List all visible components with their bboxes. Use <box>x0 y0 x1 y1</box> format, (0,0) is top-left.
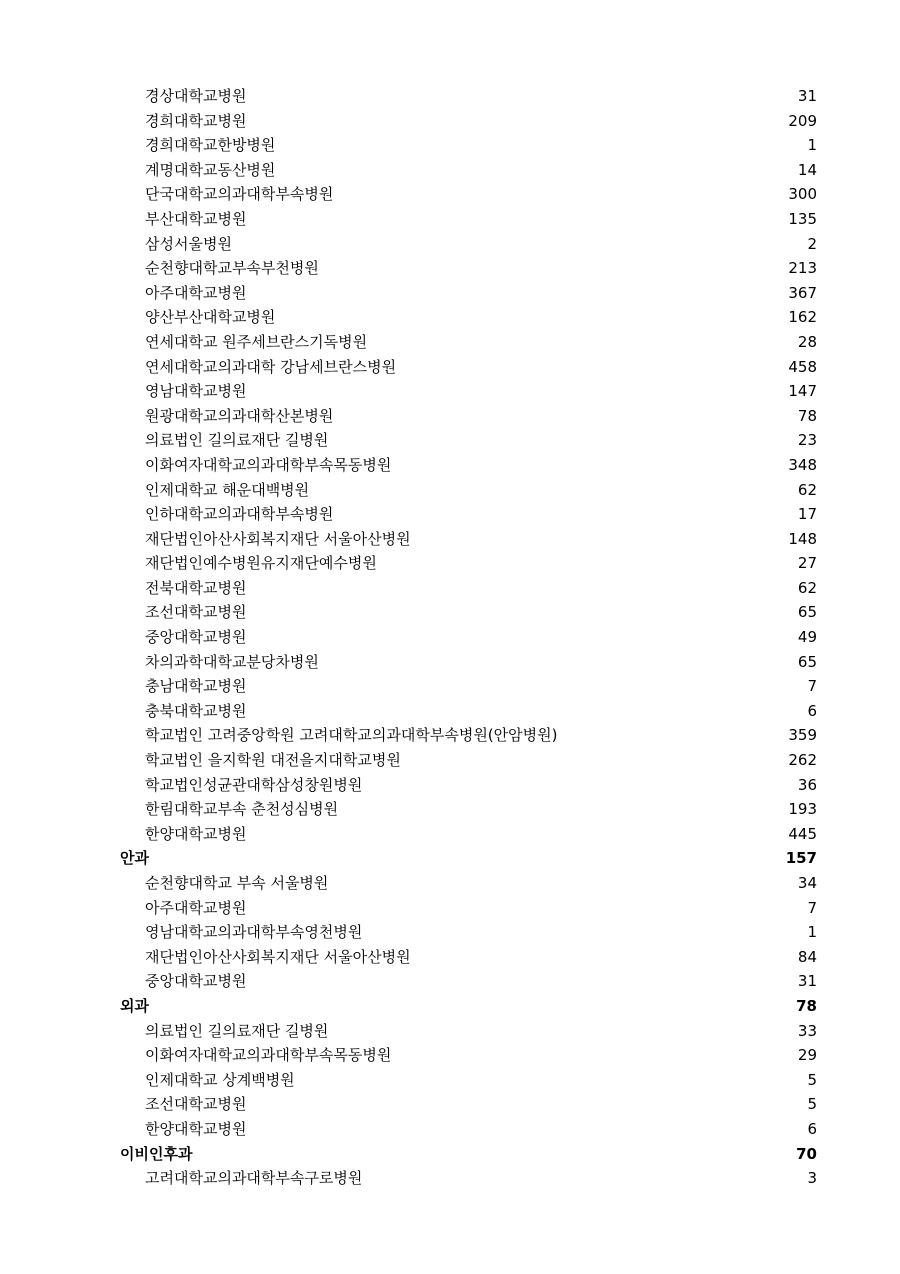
hospital-row <box>120 1092 817 1117</box>
hospital-count: 262 <box>788 751 817 770</box>
department-total: 70 <box>796 1144 817 1163</box>
hospital-name: 부산대학교병원 <box>145 209 247 228</box>
hospital-row <box>120 232 817 257</box>
hospital-count: 23 <box>797 431 817 450</box>
hospital-count: 7 <box>807 898 817 917</box>
hospital-count: 5 <box>807 1070 817 1089</box>
hospital-count: 31 <box>797 87 817 105</box>
hospital-name: 한양대학교병원 <box>145 824 247 843</box>
hospital-name: 한림대학교부속 춘천성심병원 <box>145 800 339 819</box>
hospital-row <box>120 748 817 773</box>
hospital-count: 209 <box>788 111 817 130</box>
hospital-count: 33 <box>797 1021 817 1040</box>
hospital-name: 단국대학교의과대학부속병원 <box>145 185 334 204</box>
hospital-count: 300 <box>788 185 817 204</box>
hospital-row <box>120 797 817 822</box>
hospital-name: 인제대학교 해운대백병원 <box>145 480 310 499</box>
hospital-count: 62 <box>797 480 817 499</box>
hospital-count: 28 <box>797 332 817 351</box>
hospital-row <box>120 871 817 896</box>
department-total: 78 <box>796 996 817 1015</box>
hospital-row <box>120 822 817 847</box>
hospital-row <box>120 674 817 699</box>
hospital-count: 162 <box>788 308 817 327</box>
hospital-name: 인하대학교의과대학부속병원 <box>145 505 334 524</box>
hospital-row <box>120 502 817 527</box>
hospital-count-list <box>120 84 817 1191</box>
hospital-count: 193 <box>788 800 817 819</box>
hospital-row <box>120 281 817 306</box>
hospital-name: 아주대학교병원 <box>145 898 247 917</box>
hospital-count: 1 <box>807 136 817 155</box>
hospital-count: 62 <box>797 578 817 597</box>
hospital-name: 아주대학교병원 <box>145 283 247 302</box>
department-name: 안과 <box>120 849 149 868</box>
hospital-name: 조선대학교병원 <box>145 603 247 622</box>
hospital-name: 의료법인 길의료재단 길병원 <box>145 1021 329 1040</box>
hospital-row <box>120 1117 817 1142</box>
hospital-count: 84 <box>797 947 817 966</box>
hospital-name: 계명대학교동산병원 <box>145 160 276 179</box>
hospital-count: 78 <box>797 406 817 425</box>
hospital-row <box>120 650 817 675</box>
hospital-name: 경상대학교병원 <box>145 87 247 105</box>
hospital-name: 재단법인아산사회복지재단 서울아산병원 <box>145 947 411 966</box>
hospital-name: 양산부산대학교병원 <box>145 308 276 327</box>
hospital-row <box>120 355 817 380</box>
hospital-row <box>120 1019 817 1044</box>
hospital-name: 충남대학교병원 <box>145 677 247 696</box>
hospital-name: 경희대학교한방병원 <box>145 136 276 155</box>
hospital-row <box>120 896 817 921</box>
hospital-row <box>120 920 817 945</box>
department-name: 외과 <box>120 996 149 1015</box>
hospital-name: 영남대학교병원 <box>145 382 247 401</box>
hospital-name: 충북대학교병원 <box>145 701 247 720</box>
department-row <box>120 846 817 871</box>
hospital-count: 27 <box>797 554 817 573</box>
hospital-row <box>120 453 817 478</box>
hospital-row <box>120 773 817 798</box>
hospital-row <box>120 945 817 970</box>
hospital-name: 원광대학교의과대학산본병원 <box>145 406 334 425</box>
hospital-name: 연세대학교 원주세브란스기독병원 <box>145 332 368 351</box>
hospital-count: 5 <box>807 1095 817 1114</box>
hospital-count: 31 <box>797 972 817 991</box>
hospital-name: 이화여자대학교의과대학부속목동병원 <box>145 455 392 474</box>
hospital-name: 영남대학교의과대학부속영천병원 <box>145 923 363 942</box>
hospital-count: 17 <box>797 505 817 524</box>
department-row <box>120 994 817 1019</box>
department-name: 이비인후과 <box>120 1144 193 1163</box>
hospital-row <box>120 330 817 355</box>
hospital-count: 7 <box>807 677 817 696</box>
hospital-row <box>120 625 817 650</box>
hospital-row <box>120 158 817 183</box>
hospital-row <box>120 600 817 625</box>
hospital-row <box>120 1166 817 1191</box>
hospital-name: 학교법인 을지학원 대전을지대학교병원 <box>145 751 401 770</box>
hospital-count: 367 <box>788 283 817 302</box>
hospital-count: 14 <box>797 160 817 179</box>
hospital-row <box>120 478 817 503</box>
hospital-name: 재단법인아산사회복지재단 서울아산병원 <box>145 529 411 548</box>
hospital-count: 6 <box>807 701 817 720</box>
hospital-count: 1 <box>807 923 817 942</box>
hospital-count: 65 <box>797 603 817 622</box>
hospital-row <box>120 527 817 552</box>
department-row <box>120 1142 817 1167</box>
hospital-row <box>120 428 817 453</box>
hospital-count: 34 <box>797 874 817 892</box>
hospital-row <box>120 1043 817 1068</box>
hospital-count: 65 <box>797 652 817 671</box>
department-total: 157 <box>785 849 817 868</box>
hospital-row <box>120 576 817 601</box>
hospital-name: 의료법인 길의료재단 길병원 <box>145 431 329 450</box>
hospital-count: 6 <box>807 1119 817 1138</box>
hospital-count: 3 <box>807 1169 817 1188</box>
hospital-row <box>120 723 817 748</box>
hospital-name: 순천향대학교 부속 서울병원 <box>145 874 329 892</box>
hospital-row <box>120 305 817 330</box>
hospital-row <box>120 109 817 134</box>
hospital-name: 중앙대학교병원 <box>145 972 247 991</box>
hospital-name: 중앙대학교병원 <box>145 628 247 647</box>
hospital-name: 삼성서울병원 <box>145 234 232 253</box>
hospital-row <box>120 1068 817 1093</box>
hospital-name: 조선대학교병원 <box>145 1095 247 1114</box>
hospital-row <box>120 256 817 281</box>
hospital-name: 순천향대학교부속부천병원 <box>145 259 319 278</box>
hospital-count: 135 <box>788 209 817 228</box>
hospital-name: 인제대학교 상계백병원 <box>145 1070 295 1089</box>
hospital-name: 고려대학교의과대학부속구로병원 <box>145 1169 363 1188</box>
hospital-row <box>120 182 817 207</box>
hospital-row <box>120 379 817 404</box>
hospital-count: 458 <box>788 357 817 376</box>
hospital-row <box>120 969 817 994</box>
hospital-count: 36 <box>797 775 817 794</box>
hospital-name: 연세대학교의과대학 강남세브란스병원 <box>145 357 397 376</box>
hospital-count: 359 <box>788 726 817 745</box>
hospital-name: 재단법인예수병원유지재단예수병원 <box>145 554 377 573</box>
hospital-row <box>120 133 817 158</box>
hospital-count: 348 <box>788 455 817 474</box>
hospital-name: 전북대학교병원 <box>145 578 247 597</box>
hospital-name: 차의과학대학교분당차병원 <box>145 652 319 671</box>
hospital-count: 2 <box>807 234 817 253</box>
hospital-name: 학교법인 고려중앙학원 고려대학교의과대학부속병원(안암병원) <box>145 726 558 745</box>
hospital-row <box>120 207 817 232</box>
hospital-name: 경희대학교병원 <box>145 111 247 130</box>
hospital-row <box>120 84 817 109</box>
hospital-row <box>120 551 817 576</box>
hospital-name: 이화여자대학교의과대학부속목동병원 <box>145 1046 392 1065</box>
hospital-count: 445 <box>788 824 817 843</box>
hospital-count: 147 <box>788 382 817 401</box>
hospital-count: 49 <box>797 628 817 647</box>
hospital-name: 학교법인성균관대학삼성창원병원 <box>145 775 363 794</box>
hospital-count: 148 <box>788 529 817 548</box>
hospital-count: 213 <box>788 259 817 278</box>
hospital-count: 29 <box>797 1046 817 1065</box>
hospital-name: 한양대학교병원 <box>145 1119 247 1138</box>
hospital-row <box>120 699 817 724</box>
hospital-row <box>120 404 817 429</box>
